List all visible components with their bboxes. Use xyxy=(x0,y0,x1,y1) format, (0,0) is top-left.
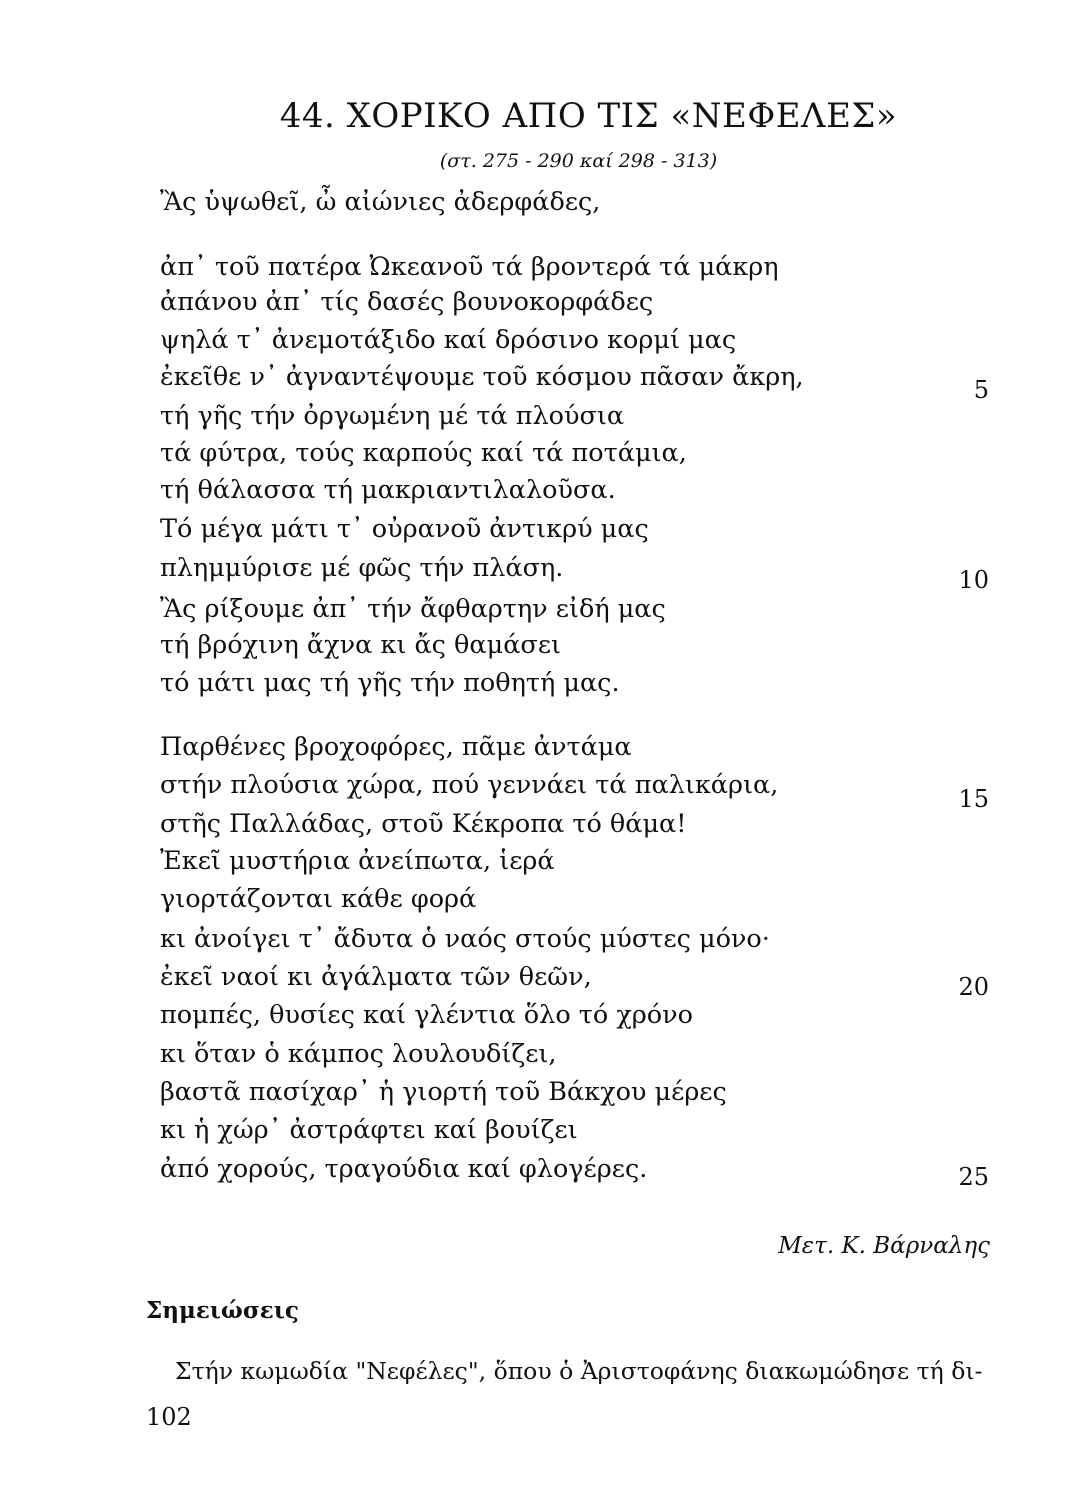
verse-line: ἐκεῖ ναοί κι ἀγάλματα τῶν θεῶν, xyxy=(160,962,592,992)
verse-line: Ἂς ρίξουμε ἀπ᾿ τήν ἄφθαρτην εἰδή μας xyxy=(160,594,666,624)
line-number: 10 xyxy=(958,566,989,594)
verse-line: ἀπ᾿ τοῦ πατέρα Ὠκεανοῦ τά βροντερά τά μάκρη xyxy=(160,252,779,282)
verse-line: τό μάτι μας τή γῆς τήν ποθητή μας. xyxy=(160,668,620,698)
verse-line: Τό μέγα μάτι τ᾿ οὐρανοῦ ἀντικρύ μας xyxy=(160,514,649,544)
verse-line: στήν πλούσια χώρα, πού γεννάει τά παλικάρια, xyxy=(160,770,779,800)
page-number: 102 xyxy=(146,1403,192,1431)
verse-line: ψηλά τ᾿ ἀνεμοτάξιδο καί δρόσινο κορμί μας xyxy=(160,325,737,355)
verse-line: τή θάλασσα τή μακριαντιλαλοῦσα. xyxy=(160,475,616,505)
translator-attribution: Μετ. Κ. Βάρναλης xyxy=(778,1233,990,1259)
verse-line: κι ἡ χώρ᾿ ἀστράφτει καί βουίζει xyxy=(160,1115,578,1145)
verse-line: κι ἀνοίγει τ᾿ ἄδυτα ὁ ναός στούς μύστες μόνο· xyxy=(160,924,770,954)
verse-line: ἐκεῖθε ν᾿ ἀγναντέψουμε τοῦ κόσμου πᾶσαν ἄκρη, xyxy=(160,362,804,392)
verse-line: Ἂς ὑψωθεῖ, ὦ αἰώνιες ἀδερφάδες, xyxy=(160,187,601,217)
line-number: 25 xyxy=(958,1163,989,1191)
verse-line: γιορτάζονται κάθε φορά xyxy=(160,884,477,914)
verse-line: ἀπάνου ἀπ᾿ τίς δασές βουνοκορφάδες xyxy=(160,287,654,317)
line-number: 15 xyxy=(958,785,989,813)
verse-range-subtitle: (στ. 275 - 290 καί 298 - 313) xyxy=(439,150,718,172)
verse-line: Ἐκεῖ μυστήρια ἀνείπωτα, ἱερά xyxy=(160,846,555,876)
line-number: 5 xyxy=(973,376,989,404)
line-number: 20 xyxy=(958,973,989,1001)
verse-line: βαστᾶ πασίχαρ᾿ ἡ γιορτή τοῦ Βάκχου μέρες xyxy=(160,1077,727,1107)
notes-heading: Σημειώσεις xyxy=(146,1297,299,1324)
notes-text: Στήν κωμωδία "Νεφέλες", ὅπου ὁ Ἀριστοφάνης διακωμώδησε τή δι- xyxy=(175,1357,983,1385)
verse-line: στῆς Παλλάδας, στοῦ Κέκροπα τό θάμα! xyxy=(160,809,687,839)
verse-line: πλημμύρισε μέ φῶς τήν πλάση. xyxy=(160,553,564,583)
verse-line: τή βρόχινη ἄχνα κι ἄς θαμάσει xyxy=(160,630,562,660)
verse-line: Παρθένες βροχοφόρες, πᾶμε ἀντάμα xyxy=(160,732,632,762)
poem-title: 44. ΧΟΡΙΚΟ ΑΠΟ ΤΙΣ «ΝΕΦΕΛΕΣ» xyxy=(279,96,898,136)
verse-line: κι ὅταν ὁ κάμπος λουλουδίζει, xyxy=(160,1039,557,1069)
verse-line: πομπές, θυσίες καί γλέντια ὅλο τό χρόνο xyxy=(160,1000,693,1030)
verse-line: τή γῆς τήν ὀργωμένη μέ τά πλούσια xyxy=(160,401,625,431)
verse-line: ἀπό χορούς, τραγούδια καί φλογέρες. xyxy=(160,1154,648,1184)
verse-line: τά φύτρα, τούς καρπούς καί τά ποτάμια, xyxy=(160,438,687,468)
